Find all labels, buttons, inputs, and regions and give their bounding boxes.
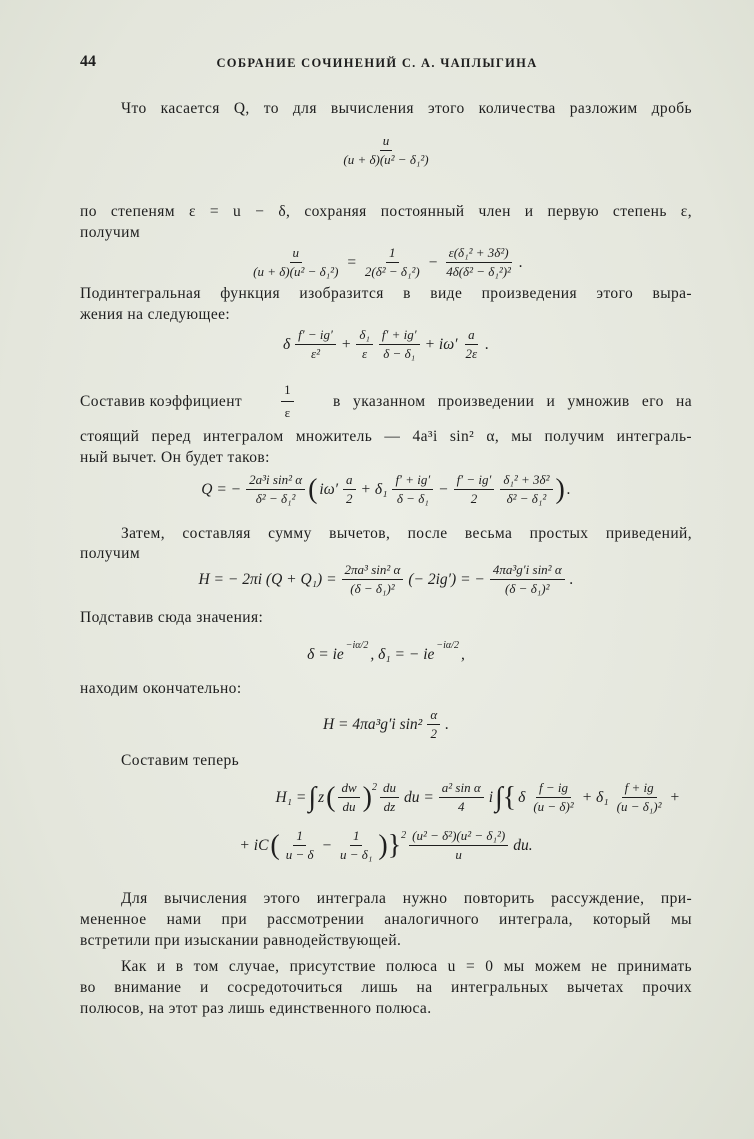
math-fraction xyxy=(250,245,341,280)
numerator: f′ + ig′ xyxy=(392,472,433,490)
math-fraction xyxy=(463,327,481,362)
equation-9 xyxy=(80,828,692,863)
numerator: 4πa³g′i sin² α xyxy=(490,562,565,580)
denominator: δ − δ₁ xyxy=(383,346,416,361)
math-term: du = xyxy=(403,788,434,806)
paragraph-line: по степеням ε = u − δ, сохраняя постоянный член и первую степень ε, xyxy=(80,203,692,220)
paragraph-line: Как и в том случае, присутствие полюса u = 0 мы можем не принимать xyxy=(121,958,692,975)
numerator: u xyxy=(380,133,393,151)
math-term: . xyxy=(485,335,490,353)
paragraph-line: жения на следующее: xyxy=(80,306,231,323)
math-term: + xyxy=(669,788,680,806)
paragraph-line: мененное нами при рассмотрении аналогичного интеграла, который мы xyxy=(80,911,692,928)
equation-8 xyxy=(80,780,692,815)
numerator: 1 xyxy=(386,245,399,263)
denominator: u xyxy=(455,847,462,862)
numerator: 2a³i sin² α xyxy=(246,472,305,490)
numerator: (u² − δ²)(u² − δ₁²) xyxy=(409,828,508,846)
numerator: du xyxy=(380,780,399,798)
denominator: ε² xyxy=(310,346,321,361)
denominator: 4δ(δ² − δ₁²)² xyxy=(446,264,511,279)
denominator: 2(δ² − δ₁²) xyxy=(364,264,420,279)
math-delimiter: ( xyxy=(308,473,318,505)
denominator: 2 xyxy=(346,491,353,506)
equation-6 xyxy=(80,639,692,664)
paragraph-line: стоящий перед интегралом множитель — 4a³i sin² α, мы получим интеграль- xyxy=(80,428,692,445)
paragraph-line: Составим теперь xyxy=(121,752,240,769)
math-term: + iC xyxy=(239,836,269,854)
numerator: dw xyxy=(338,780,359,798)
denominator: ε xyxy=(362,346,368,361)
paragraph-line: Для вычисления этого интеграла нужно повторить рассуждение, при- xyxy=(121,890,692,907)
numerator: u xyxy=(290,245,303,263)
math-term: du. xyxy=(513,836,533,854)
math-term: i xyxy=(488,788,493,806)
math-superscript: 2 xyxy=(401,830,407,841)
equation-1 xyxy=(80,133,692,168)
paragraph-line: находим окончательно: xyxy=(80,680,242,697)
math-delimiter: )} xyxy=(378,829,402,861)
math-fraction xyxy=(490,562,565,597)
math-term: − xyxy=(438,480,449,498)
math-term: H = 4πa³g′i sin² xyxy=(322,715,423,733)
math-fraction xyxy=(443,245,514,280)
math-term: δ xyxy=(518,788,526,806)
math-fraction xyxy=(427,707,440,742)
paragraph-line: получим xyxy=(80,224,141,241)
math-term: = xyxy=(346,253,357,271)
numerator: f′ − ig′ xyxy=(295,327,336,345)
numerator: 1 xyxy=(350,828,363,846)
math-fraction xyxy=(530,780,576,815)
numerator: 1 xyxy=(281,380,294,402)
math-term: H₁ = xyxy=(275,788,307,806)
paragraph-line: Затем, составляя сумму вычетов, после весьма простых приведений, xyxy=(121,525,692,542)
math-fraction xyxy=(337,828,375,863)
math-superscript: 2 xyxy=(371,782,377,793)
math-superscript: −iα/2 xyxy=(436,639,459,651)
math-fraction xyxy=(454,472,495,507)
denominator: (u + δ)(u² − δ₁²) xyxy=(253,264,339,279)
math-term: , xyxy=(460,646,465,663)
numerator: a xyxy=(465,327,478,345)
equation-5 xyxy=(80,562,692,597)
denominator: (u − δ)² xyxy=(533,799,574,814)
math-delimiter: ∫{ xyxy=(495,781,517,813)
math-fraction xyxy=(409,828,508,863)
denominator: 2 xyxy=(470,491,478,506)
paragraph-line: полюсов, на этот раз лишь единственного полюса. xyxy=(80,1000,432,1017)
math-delimiter: ( xyxy=(270,829,280,861)
denominator: u − δ₁ xyxy=(340,847,373,862)
math-delimiter: ) xyxy=(362,781,372,813)
math-fraction xyxy=(342,562,404,597)
math-term: . xyxy=(445,715,450,733)
math-fraction xyxy=(295,327,336,362)
math-term: δ = ie xyxy=(307,646,344,663)
math-fraction xyxy=(392,472,433,507)
paragraph-line: Что касается Q, то для вычисления этого количества разложим дробь xyxy=(121,100,692,117)
math-term: (− 2ig′) = − xyxy=(408,570,485,588)
math-term: + δ₁ xyxy=(581,788,609,806)
math-fraction xyxy=(439,780,484,815)
math-fraction xyxy=(283,828,317,863)
math-term: iω′ xyxy=(319,480,339,498)
denominator: (u + δ)(u² − δ₁²) xyxy=(343,152,429,167)
math-term: z xyxy=(318,788,325,806)
math-term: + δ₁ xyxy=(360,480,388,498)
math-fraction xyxy=(356,327,373,362)
equation-2 xyxy=(80,245,692,280)
math-fraction xyxy=(614,780,665,815)
math-term: + iω′ xyxy=(424,335,458,353)
denominator: δ − δ₁ xyxy=(396,491,429,506)
math-superscript: −iα/2 xyxy=(345,639,369,651)
math-fraction xyxy=(343,472,356,507)
denominator: du xyxy=(342,799,356,814)
paragraph-line: получим xyxy=(80,545,141,562)
math-delimiter: ∫ xyxy=(308,781,317,813)
numerator: 1 xyxy=(293,828,306,846)
text-fragment: Составив коэффициент xyxy=(80,392,243,410)
math-delimiter: ( xyxy=(326,781,336,813)
denominator: u − δ xyxy=(285,847,314,862)
paragraph-line xyxy=(80,380,692,423)
numerator: f − ig xyxy=(536,780,571,798)
numerator: α xyxy=(427,707,440,725)
denominator: (δ − δ₁)² xyxy=(350,581,395,596)
numerator: δ₁² + 3δ² xyxy=(500,472,552,490)
math-term: δ xyxy=(282,335,291,353)
equation-4 xyxy=(80,472,692,507)
math-delimiter: ) xyxy=(555,473,565,505)
math-term: . xyxy=(566,480,571,498)
math-term: , δ₁ = − ie xyxy=(370,646,435,663)
denominator: δ² − δ₁² xyxy=(506,491,547,506)
paragraph-line: ный вычет. Он будет таков: xyxy=(80,449,270,466)
math-fraction xyxy=(380,780,399,815)
paragraph-line: встретили при изыскании равнодействующей. xyxy=(80,932,402,949)
equation-3 xyxy=(80,327,692,362)
math-term: − xyxy=(321,836,333,854)
fraction xyxy=(281,380,294,423)
denominator: ε xyxy=(284,405,291,420)
denominator: 4 xyxy=(457,799,465,814)
numerator: a² sin α xyxy=(439,780,484,798)
denominator: (u − δ₁)² xyxy=(616,799,662,814)
math-term: − xyxy=(427,253,439,271)
numerator: ε(δ₁² + 3δ²) xyxy=(446,245,512,263)
math-fraction xyxy=(500,472,552,507)
denominator: 2ε xyxy=(465,346,478,361)
paragraph-line: Подставив сюда значения: xyxy=(80,609,264,626)
math-fraction xyxy=(246,472,305,507)
math-fraction xyxy=(338,780,359,815)
denominator: dz xyxy=(383,799,396,814)
paragraph-line: во внимание и сосредоточиться лишь на интегральных вычетах прочих xyxy=(80,979,692,996)
running-head: СОБРАНИЕ СОЧИНЕНИЙ С. А. ЧАПЛЫГИНА xyxy=(216,56,538,70)
denominator: 2 xyxy=(430,726,437,741)
numerator: f′ + ig′ xyxy=(379,327,420,345)
math-term: + xyxy=(340,335,352,353)
denominator: δ² − δ₁² xyxy=(255,491,296,506)
numerator: a xyxy=(343,472,356,490)
numerator: 2πa³ sin² α xyxy=(342,562,404,580)
equation-7 xyxy=(80,707,692,742)
numerator: f + ig xyxy=(622,780,657,798)
math-term: . xyxy=(518,253,523,271)
math-fraction xyxy=(379,327,420,362)
page-number: 44 xyxy=(80,53,96,70)
math-fraction xyxy=(362,245,423,280)
math-term: Q = − xyxy=(201,480,242,498)
text-fragment: в указанном произведении и умножив его на xyxy=(333,392,692,410)
paragraph-line: Подинтегральная функция изобразится в виде произведения этого выра- xyxy=(80,285,692,302)
numerator: δ₁ xyxy=(356,327,373,345)
math-term: . xyxy=(569,570,574,588)
math-term: H = − 2πi (Q + Q₁) = xyxy=(198,570,337,588)
denominator: (δ − δ₁)² xyxy=(505,581,550,596)
math-fraction xyxy=(340,133,431,168)
numerator: f′ − ig′ xyxy=(454,472,495,490)
